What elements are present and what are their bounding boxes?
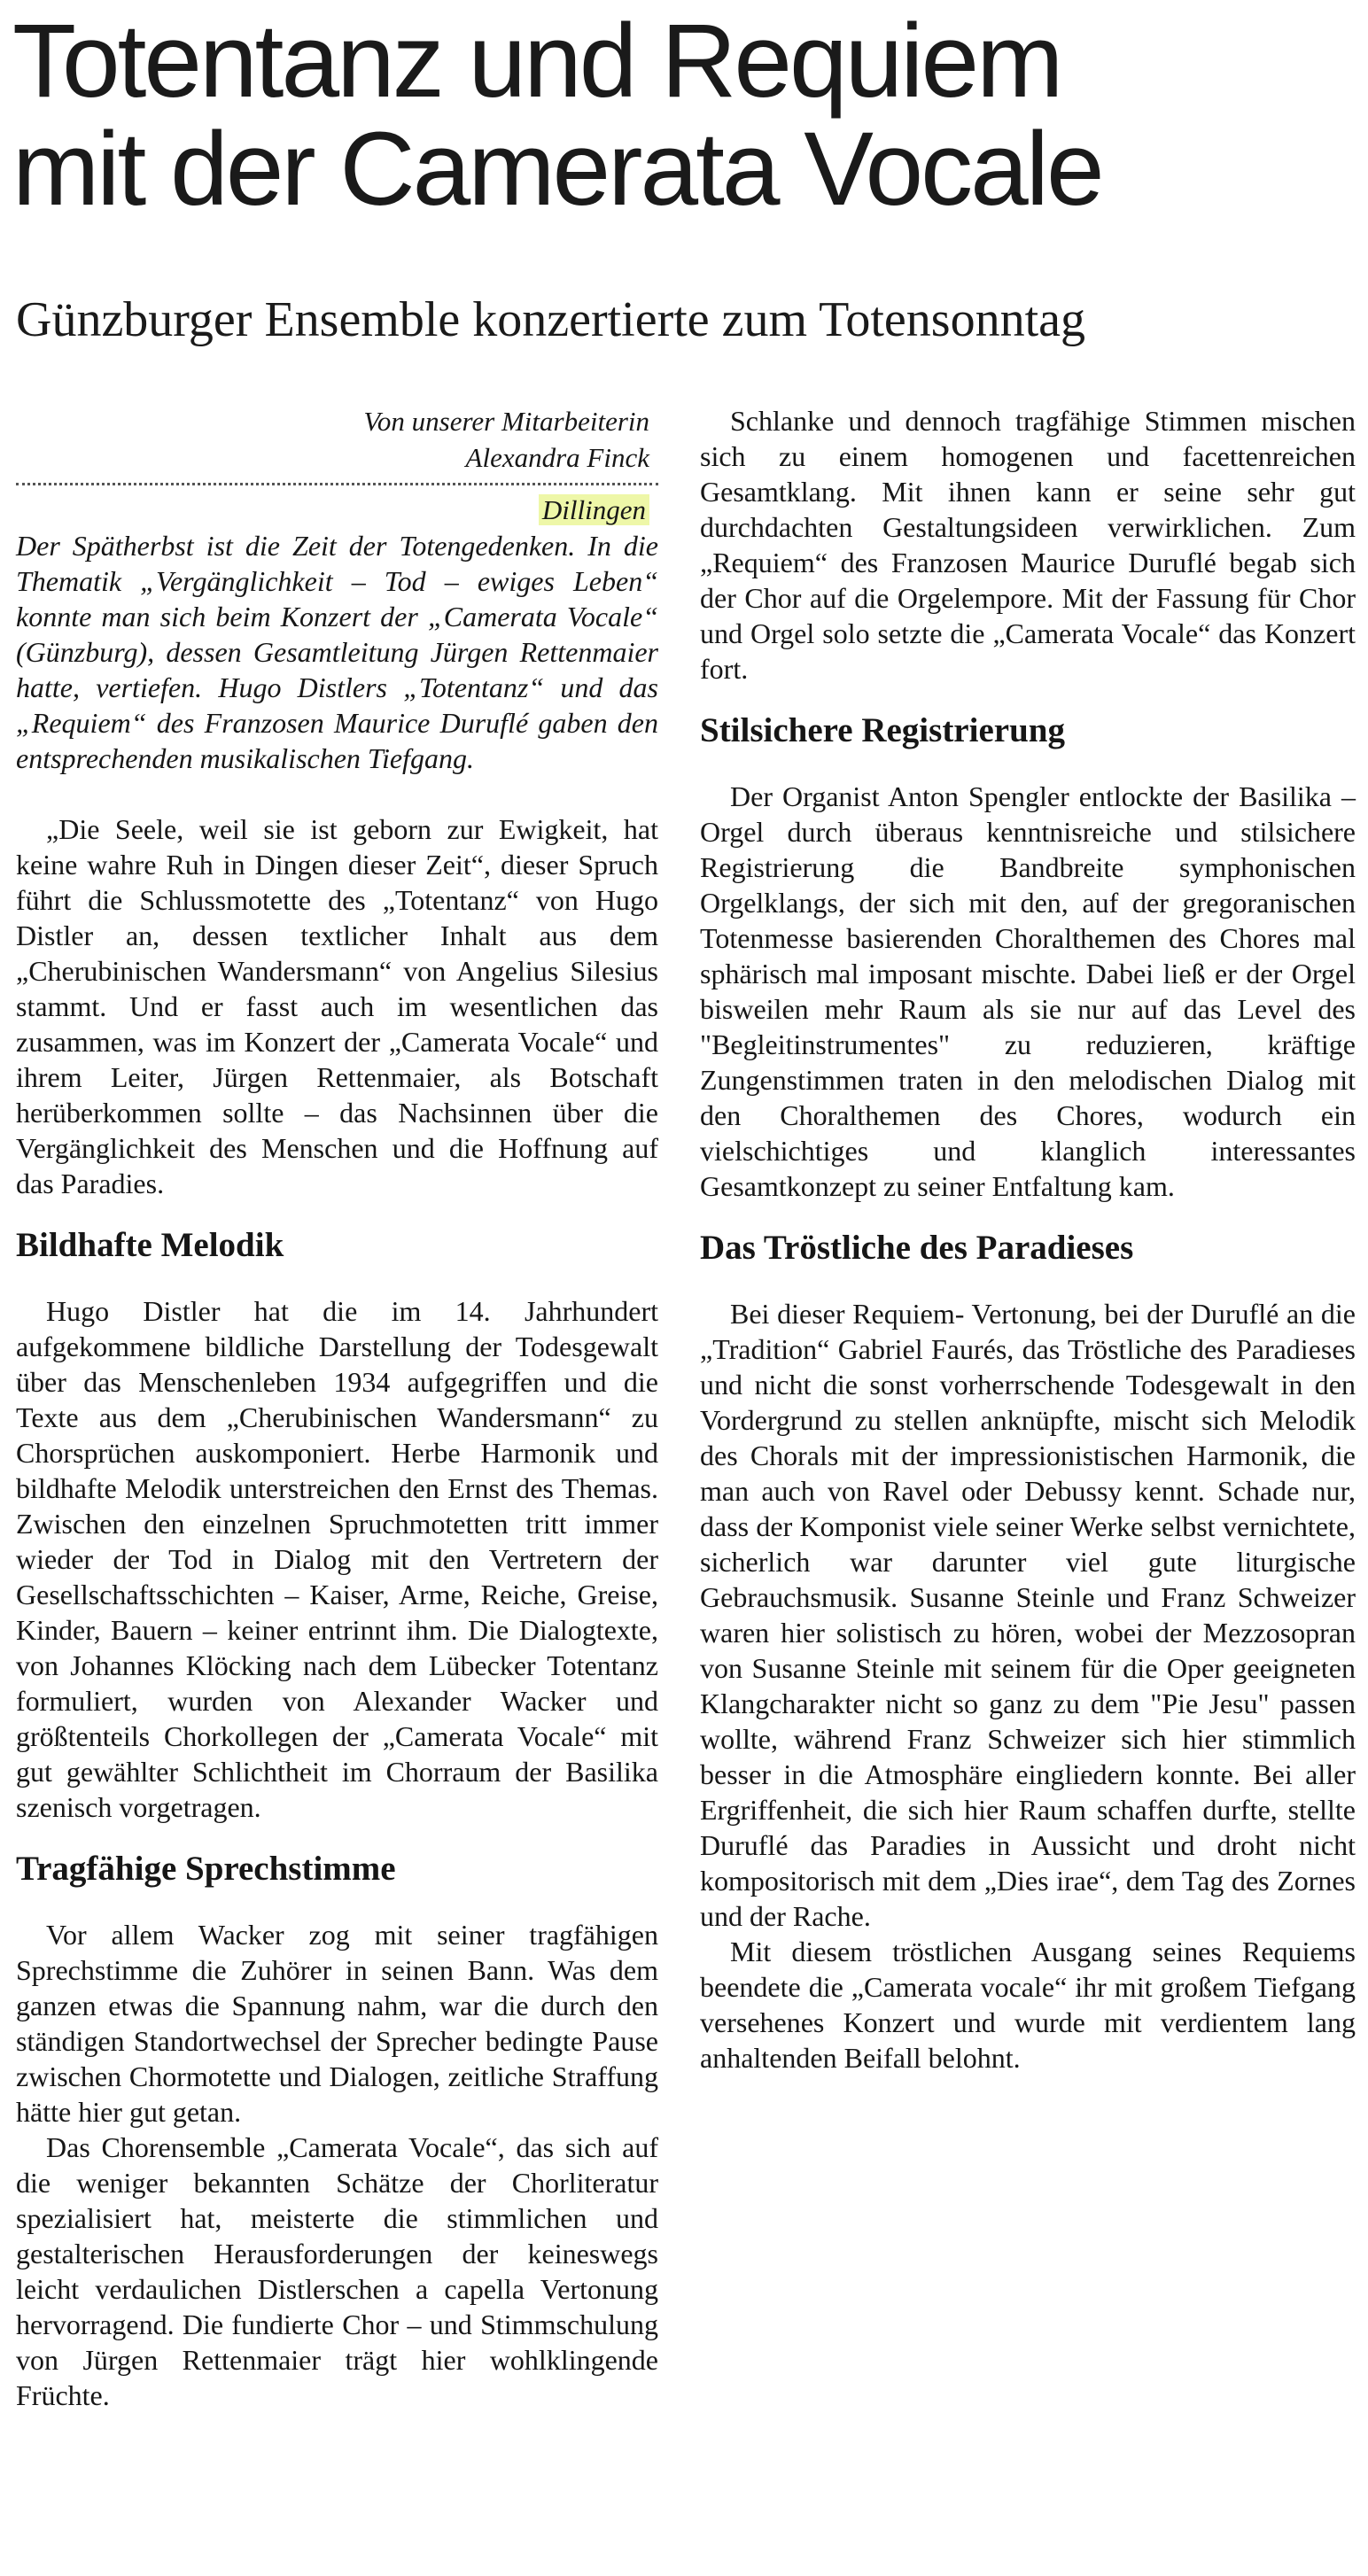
right-column [700,403,1356,2076]
headline [12,3,1359,228]
dateline-text: Dillingen [539,494,649,525]
headline-line-2: mit der Camerata Vocale [12,111,1102,228]
subheading-bildhafte-melodik: Bildhafte Melodik [16,1226,284,1264]
dotted-divider [16,481,658,485]
body-paragraph: Hugo Distler hat die im 14. Jahrhundert aufgekommene bildliche Darstellung der Todesgewalt über das Menschenleben 1934 aufgegriffen und die Texte aus dem „Cherubinischen Wandersmann“ zu Chorsprüchen auskomponiert. Herbe Harmonik und bildhafte Melodik unterstreichen den Ernst des Themas. Zwischen den einzelnen Spruchmotetten tritt immer wieder der Tod in Dialog mit den Vertretern der Gesellschaftsschichten – Kaiser, Arme, Reiche, Greise, Kinder, Bauern – keiner entrinnt ihm. Die Dialogtexte, von Johannes Klöcking nach dem Lübecker Totentanz formuliert, wurden von Alexander Wacker und größtenteils Chorkollegen der „Camerata Vocale“ mit gut gewählter Schlichtheit im Chorraum der Basilika szenisch vorgetragen. [16,1295,658,1823]
byline-author: Alexandra Finck [465,442,649,473]
subheading-troestliche-paradies: Das Tröstliche des Paradieses [700,1229,1134,1267]
lead-paragraph: Der Spätherbst ist die Zeit der Totengedenken. In die Thematik „Vergänglichkeit – Tod – ewiges Leben“ konnte man sich beim Konzert der „Camerata Vocale“ (Günzburg), dessen Gesamtleitung Jürgen Rettenmaier hatte, vertiefen. Hugo Distlers „Totentanz“ und das „Requiem“ des Franzosen Maurice Duruflé gaben den entsprechenden musikalischen Tiefgang. [16,530,658,774]
body-paragraph: Der Organist Anton Spengler entlockte der Basilika – Orgel durch überaus kenntnisreiche und stilsichere Registrierung die Bandbreite symphonischen Orgelklangs, der sich mit den, auf der gregoranischen Totenmesse basierenden Choralthemen des Chores mal sphärisch mal imposant mischte. Dabei ließ er der Orgel bisweilen mehr Raum als sie nur auf das Level des "Begleitinstrumentes" zu reduzieren, kräftige Zungenstimmen traten in den melodischen Dialog mit den Choralthemen des Chores, wodurch ein vielschichtiges und klanglich interessantes Gesamtkonzept zu seiner Entfaltung kam. [700,780,1356,1202]
byline [16,403,658,476]
body-paragraph: Schlanke und dennoch tragfähige Stimmen mischen sich zu einem homogenen und facettenreichen Gesamtklang. Mit ihnen kann er seine sehr gut durchdachten Gestaltungsideen verwirklichen. Zum „Requiem“ des Franzosen Maurice Duruflé begab sich der Chor auf die Orgelempore. Mit der Fassung für Chor und Orgel solo setzte die „Camerata Vocale“ das Konzert fort. [700,405,1356,685]
headline-line-1: Totentanz und Requiem [12,3,1061,120]
body-paragraph: Vor allem Wacker zog mit seiner tragfähigen Sprechstimme die Zuhörer in seinen Bann. Was dem ganzen etwas die Spannung nahm, war die durch den ständigen Standortwechsel der Sprecher bedingte Pause zwischen Chormotette und Dialogen, zeitliche Straffung hätte hier gut getan. [16,1919,658,2128]
spacer [16,776,658,811]
subheading-stilsichere-registrierung: Stilsichere Registrierung [700,711,1065,749]
left-column [16,403,658,2413]
subheading-tragfaehige-sprechstimme: Tragfähige Sprechstimme [16,1850,396,1888]
subtitle: Günzburger Ensemble konzertierte zum Totensonntag [16,292,1085,347]
dateline [16,493,658,528]
body-paragraph: Das Chorensemble „Camerata Vocale“, das sich auf die weniger bekannten Schätze der Chorliteratur spezialisiert hat, meisterte die stimmlichen und gestalterischen Herausforderungen der keineswegs leicht verdaulichen Distlerschen a capella Vertonung hervorragend. Die fundierte Chor – und Stimmschulung von Jürgen Rettenmaier trägt hier wohlklingende Früchte. [16,2131,658,2411]
body-paragraph: Mit diesem tröstlichen Ausgang seines Requiems beendete die „Camerata vocale“ ihr mit großem Tiefgang versehenes Konzert und wurde mit verdientem lang anhaltenden Beifall belohnt. [700,1936,1356,2074]
byline-role: Von unserer Mitarbeiterin [363,406,649,437]
body-paragraph: Bei dieser Requiem- Vertonung, bei der Duruflé an die „Tradition“ Gabriel Faurés, das Tröstliche des Paradieses und nicht die sonst vorherrschende Todesgewalt in den Vordergrund zu stellen anknüpfte, mischt sich Melodik des Chorals mit der impressionistischen Harmonik, die man auch von Ravel oder Debussy kennt. Schade nur, dass der Komponist viele seiner Werke selbst vernichtete, sicherlich war darunter viel gute liturgische Gebrauchsmusik. Susanne Steinle und Franz Schweizer waren hier solistisch zu hören, wobei der Mezzosopran von Susanne Steinle mit seinem für die Oper geeigneten Klangcharakter nicht so ganz zu dem "Pie Jesu" passen wollte, während Franz Schweizer sich hier stimmlich besser in die Atmosphäre eingliedern konnte. Bei aller Ergriffenheit, die sich hier Raum schaffen durfte, stellte Duruflé das Paradies in Aussicht und droht nicht kompositorisch mit dem „Dies irae“, dem Tag des Zornes und der Rache. [700,1298,1356,1932]
body-paragraph: „Die Seele, weil sie ist geborn zur Ewigkeit, hat keine wahre Ruh in Dingen dieser Zeit“, dieser Spruch führt die Schlussmotette des „Totentanz“ von Hugo Distler an, dessen textlicher Inhalt aus dem „Cherubinischen Wandersmann“ von Angelius Silesius stammt. Und er fasst auch im wesentlichen das zusammen, was im Konzert der „Camerata Vocale“ und ihrem Leiter, Jürgen Rettenmaier, als Botschaft herüberkommen sollte – das Nachsinnen über die Vergänglichkeit des Menschen und die Hoffnung auf das Paradies. [16,813,658,1199]
